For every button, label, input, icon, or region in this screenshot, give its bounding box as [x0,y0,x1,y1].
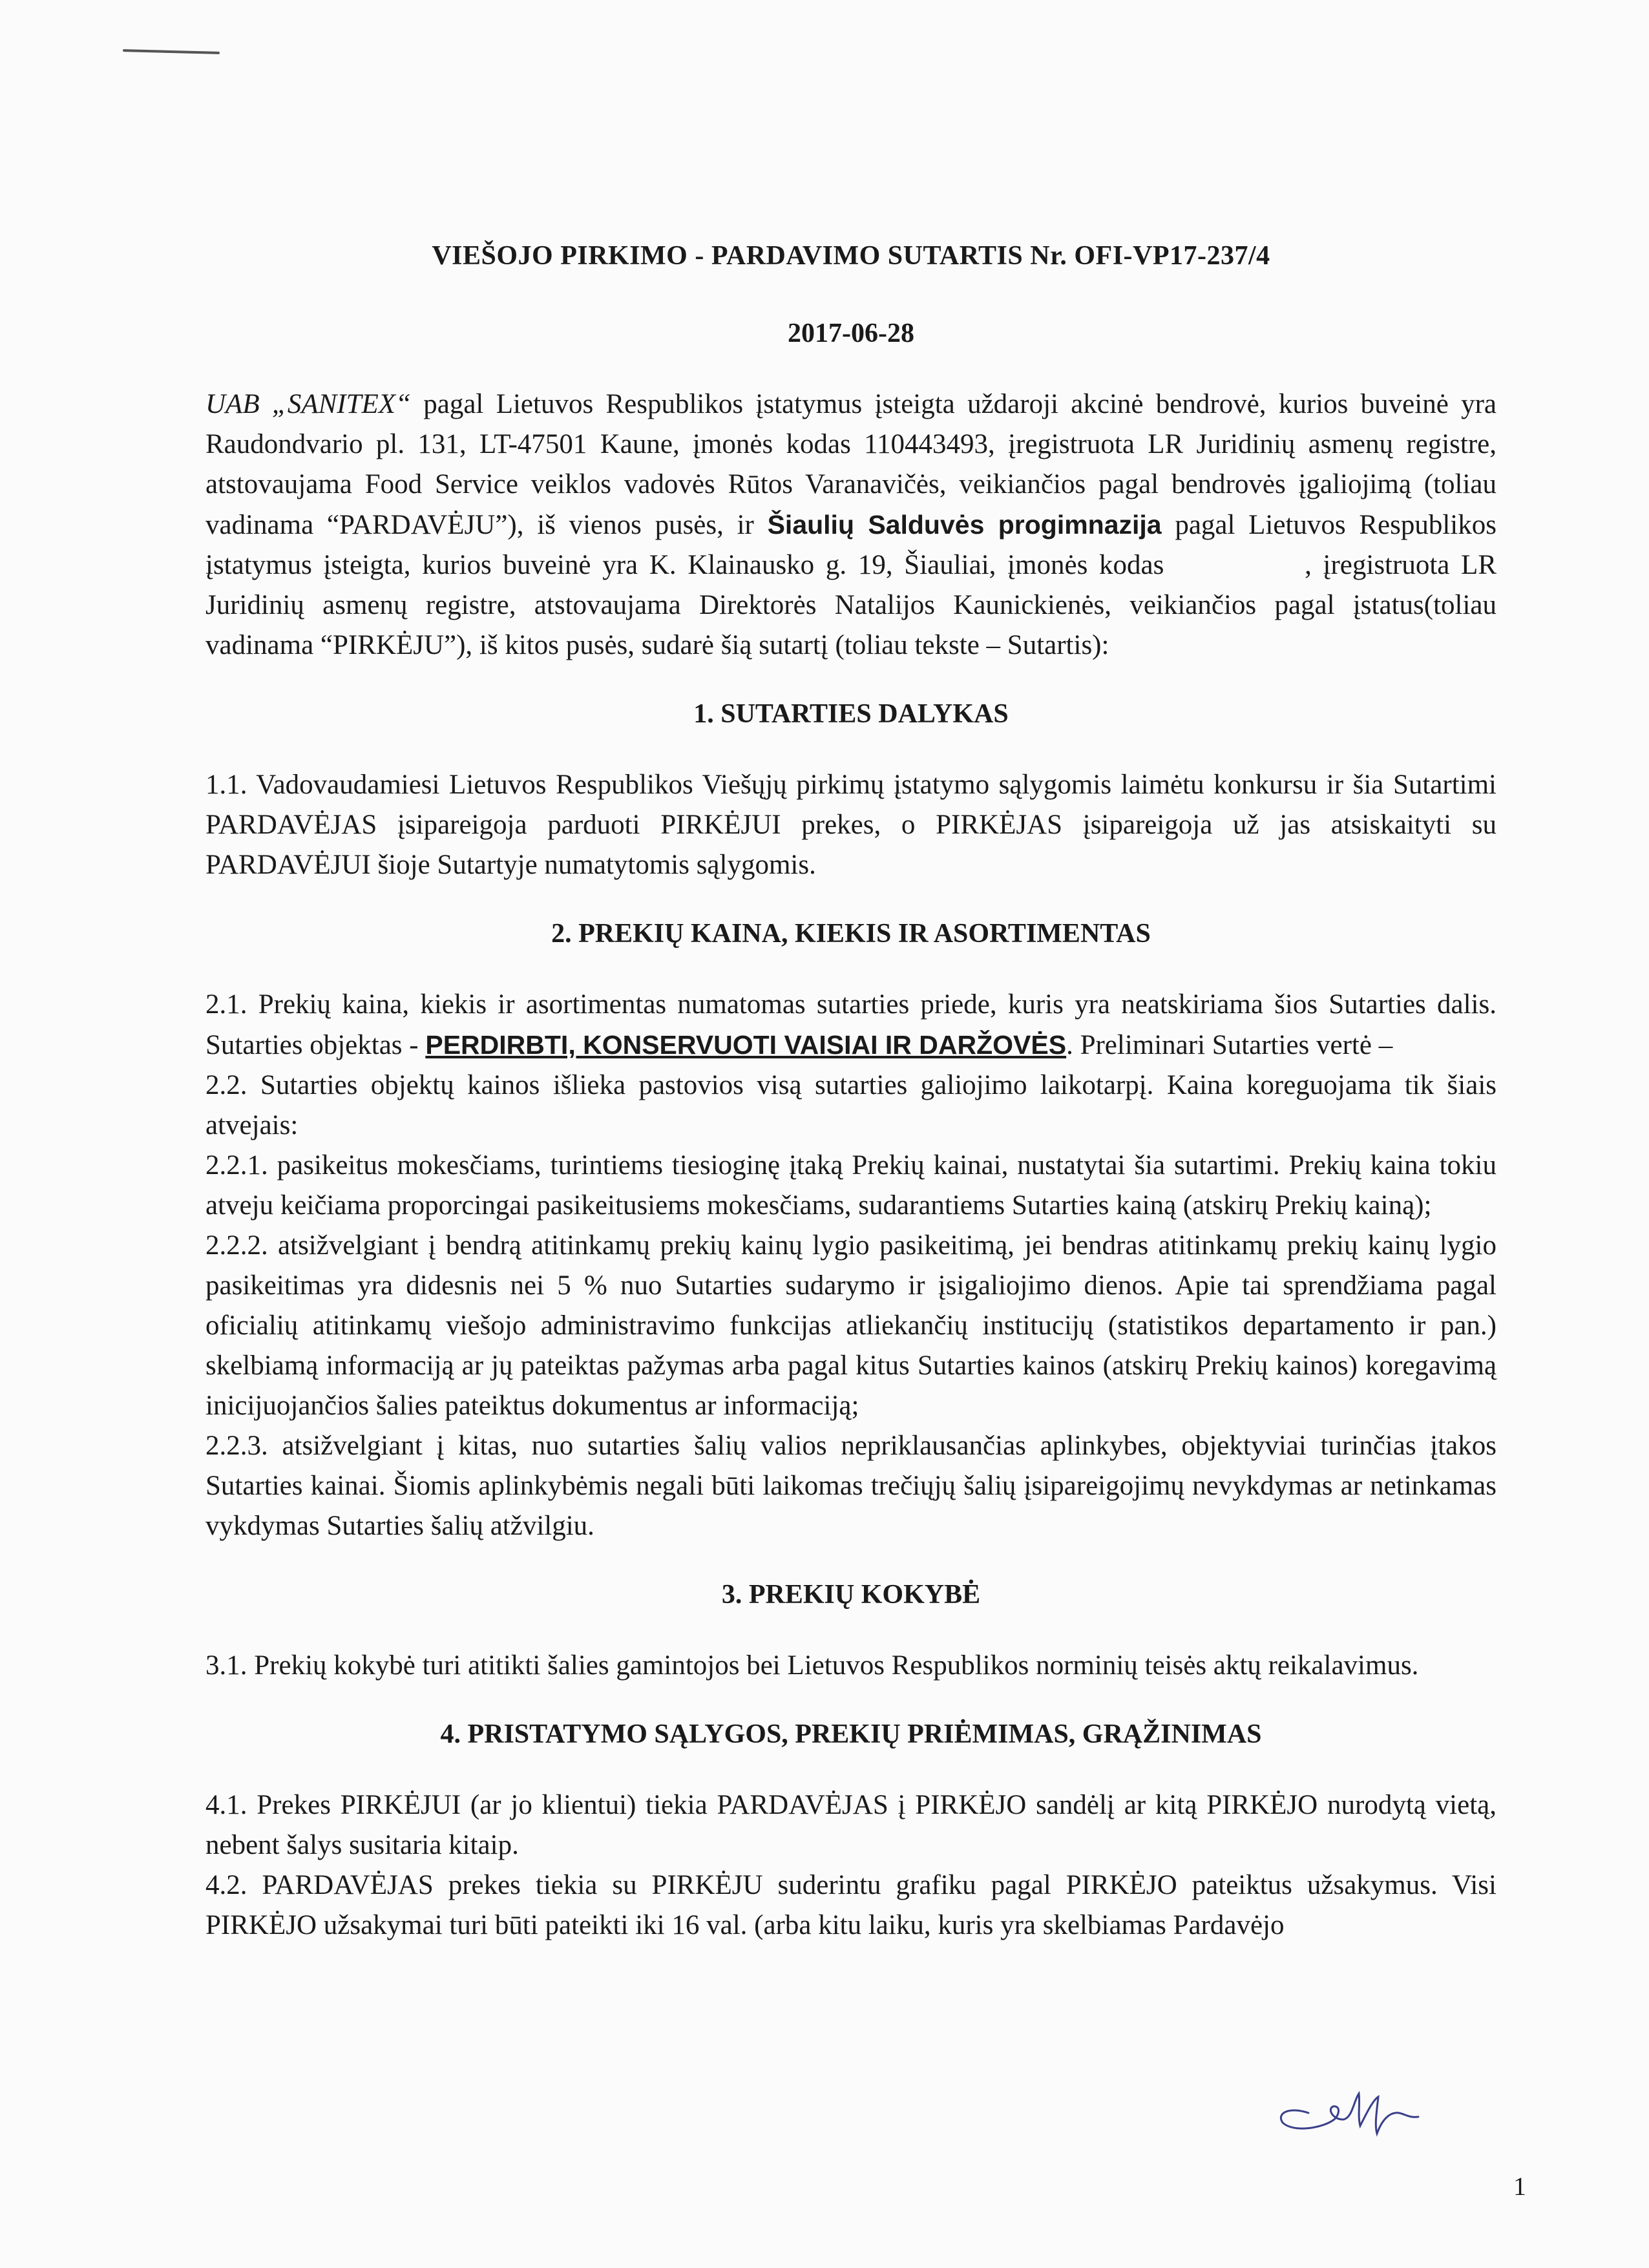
document-body [205,236,1497,1946]
clause-2-2: 2.2. Sutarties objektų kainos išlieka pastovios visą sutarties galiojimo laikotarpį. Kaina koreguojama tik šiais atvejais: [205,1070,1497,1140]
clause-2-2-2: 2.2.2. atsižvelgiant į bendrą atitinkamų prekių kainų lygio pasikeitimą, jei bendras atitinkamų prekių kainų lygio pasikeitimas yra didesnis nei 5 % nuo Sutarties sudarymo ir įsigaliojimo dienos. Apie tai sprendžiama pagal oficialių atitinkamų viešojo administravimo funkcijas atliekančių institucijų (statistikos departamento ir pan.) skelbiamą informaciją ar jų pateiktas pažymas arba pagal kitus Sutarties kainos (atskirų Prekių kainos) koregavimą inicijuojančios šalies pateiktus dokumentus ar informaciją; [205,1230,1497,1421]
clause-2-1-text-b: . Preliminari Sutarties vertė – [1066,1030,1393,1060]
section-2-heading: 2. PREKIŲ KAINA, KIEKIS IR ASORTIMENTAS [551,919,1151,949]
scan-mark [123,49,220,54]
clause-2-2-1: 2.2.1. pasikeitus mokesčiams, turintiems tiesioginę įtaką Prekių kainai, nustatytai šia sutartimi. Prekių kaina tokiu atveju keičiama proporcingai pasikeitusiems mokesčiams, sudarantiems Sutarties kainą (atskirų Prekių kainą); [205,1150,1497,1221]
clause-4-1: 4.1. Prekes PIRKĖJUI (ar jo klientui) tiekia PARDAVĖJAS į PIRKĖJO sandėlį ar kitą PIRKĖJO nurodytą vietą, nebent šalys susitaria kitaip. [205,1790,1497,1860]
section-3-heading: 3. PREKIŲ KOKYBĖ [721,1580,981,1610]
clause-2-1 [205,985,1497,1066]
section-1-heading: 1. SUTARTIES DALYKAS [693,699,1009,729]
intro-text-3: , įregistruota LR Juridinių asmenų registre, atstovaujama Direktorės Natalijos Kaunickienės, veikiančios pagal įstatus(toliau vadinama “PIRKĖJU”), iš kitos pusės, sudarė šią sutartį (toliau tekste – Sutartis): [205,550,1497,660]
contract-object: PERDIRBTI, KONSERVUOTI VAISIAI IR DARŽOVĖS [425,1030,1067,1060]
clause-1-1: 1.1. Vadovaudamiesi Lietuvos Respublikos Viešųjų pirkimų įstatymo sąlygomis laimėtu konkursu ir šia Sutartimi PARDAVĖJAS įsipareigoja parduoti PIRKĖJUI prekes, o PIRKĖJAS įsipareigoja už jas atsiskaityti su PARDAVĖJUI šioje Sutartyje numatytomis sąlygomis. [205,770,1497,880]
clause-3-1: 3.1. Prekių kokybė turi atitikti šalies gamintojos bei Lietuvos Respublikos norminių teisės aktų reikalavimus. [205,1650,1419,1681]
intro-text-1: pagal Lietuvos Respublikos įstatymus įsteigta uždaroji akcinė bendrovė, kurios buveinė yra Raudondvario pl. 131, LT-47501 Kaune, įmonės kodas 110443493, įregistruota LR Juridinių asmenų registre, atstovaujama Food Service veiklos vadovės Rūtos Varanavičės, veikiančios pagal bendrovės įgaliojimą (toliau vadinama “PARDAVĖJU”), iš vienos pusės, ir [205,389,1497,540]
document-date: 2017-06-28 [788,319,914,348]
clause-2-1-text-a: 2.1. Prekių kaina, kiekis ir asortimentas numatomas sutarties priede, kuris yra neatskiriama šios Sutarties dalis. Sutarties objektas - [205,989,1497,1060]
page-number: 1 [1513,2172,1526,2201]
intro-text-2: pagal Lietuvos Respublikos įstatymus įsteigta, kurios buveinė yra K. Klainausko g. 19, Šiauliai, įmonės kodas [205,510,1497,580]
signature-icon [1263,2074,1457,2145]
clause-4-2: 4.2. PARDAVĖJAS prekes tiekia su PIRKĖJU suderintu grafiku pagal PIRKĖJO pateiktus užsakymus. Visi PIRKĖJO užsakymai turi būti pateikti iki 16 val. (arba kitu laiku, kuris yra skelbiamas Pardavėjo [205,1870,1497,1940]
seller-name: UAB „SANITEX“ [205,389,411,419]
buyer-name: Šiaulių Salduvės progimnazija [767,510,1162,540]
section-4-heading: 4. PRISTATYMO SĄLYGOS, PREKIŲ PRIĖMIMAS, GRĄŽINIMAS [440,1719,1262,1749]
intro-paragraph [205,384,1497,666]
clause-2-2-3: 2.2.3. atsižvelgiant į kitas, nuo sutarties šalių valios nepriklausančias aplinkybes, objektyviai turinčias įtakos Sutarties kainai. Šiomis aplinkybėmis negali būti laikomas trečiųjų šalių įsipareigojimų nevykdymas ar netinkamas vykdymas Sutarties šalių atžvilgiu. [205,1431,1497,1541]
document-title: VIEŠOJO PIRKIMO - PARDAVIMO SUTARTIS Nr. OFI-VP17-237/4 [432,241,1270,271]
